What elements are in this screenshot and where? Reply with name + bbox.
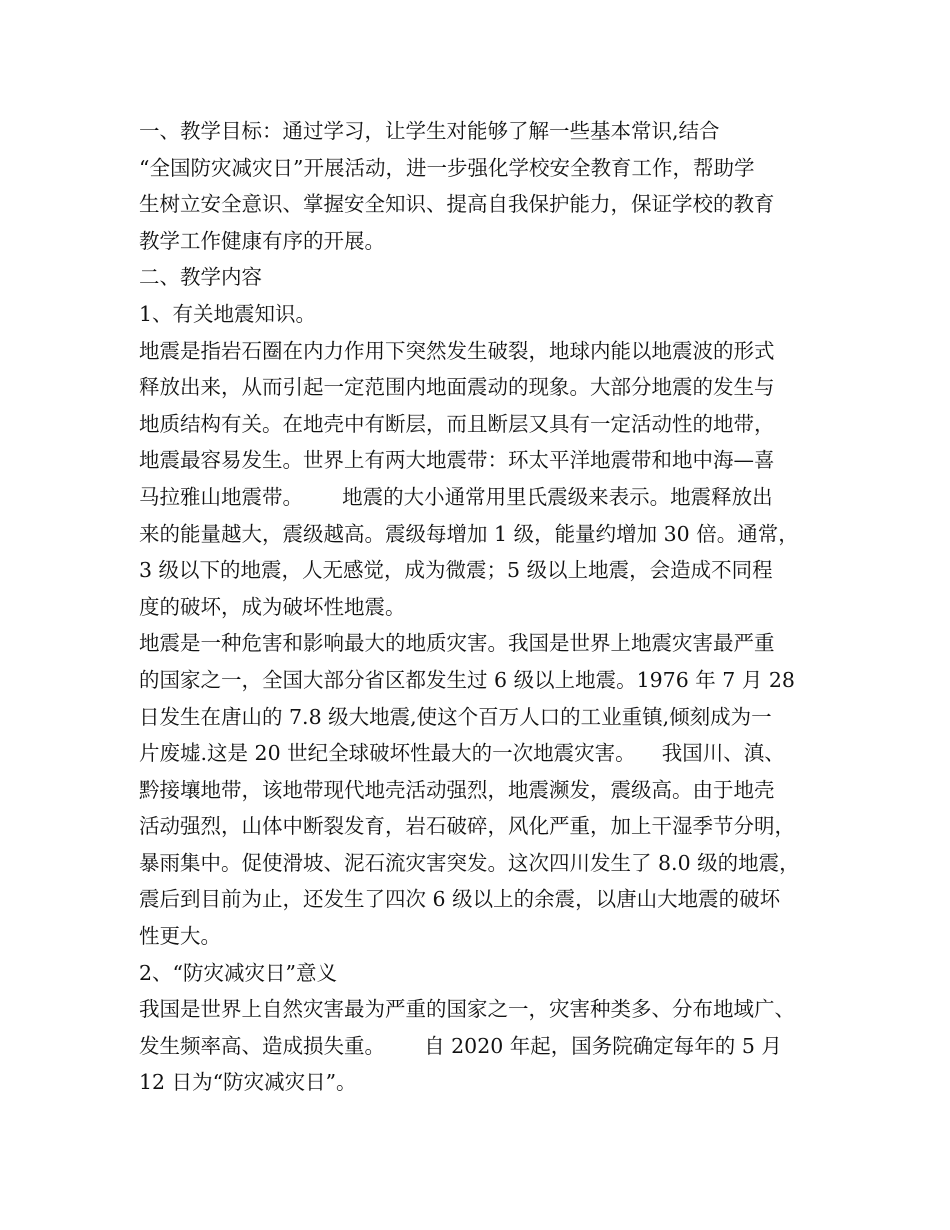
text-line: 暴雨集中。促使滑坡、泥石流灾害突发。这次四川发生了 8.0 级的地震， — [139, 850, 800, 875]
text-line: 生树立安全意识、掌握安全知识、提高自我保护能力，保证学校的教育 — [139, 192, 775, 217]
text-line: 地震最容易发生。世界上有两大地震带：环太平洋地震带和地中海—喜 — [139, 448, 775, 473]
text-line: 地震是指岩石圈在内力作用下突然发生破裂，地球内能以地震波的形式 — [139, 338, 775, 363]
text-line: 教学工作健康有序的开展。 — [139, 228, 385, 253]
subsection-heading: 1、有关地震知识。 — [139, 301, 317, 326]
text-line: 来的能量越大，震级越高。震级每增加 1 级，能量约增加 30 倍。通常， — [139, 521, 799, 546]
text-line: 马拉雅山地震带。 地震的大小通常用里氏震级来表示。地震释放出 — [139, 484, 773, 509]
text-line: 活动强烈，山体中断裂发育，岩石破碎，风化严重，加上干湿季节分明， — [139, 814, 795, 839]
text-line: 12 日为“防灾减灾日”。 — [139, 1070, 357, 1095]
text-line: 一、教学目标：通过学习，让学生对能够了解一些基本常识,结合 — [139, 119, 720, 143]
text-line: 释放出来，从而引起一定范围内地面震动的现象。大部分地震的发生与 — [139, 375, 775, 400]
text-line: “全国防灾减灾日”开展活动，进一步强化学校安全教育工作，帮助学 — [139, 155, 755, 180]
text-line: 地震是一种危害和影响最大的地质灾害。我国是世界上地震灾害最严重 — [139, 631, 775, 656]
text-line: 日发生在唐山的 7.8 级大地震,使这个百万人口的工业重镇,倾刻成为一 — [139, 704, 772, 729]
text-line: 地质结构有关。在地壳中有断层，而且断层又具有一定活动性的地带， — [139, 411, 775, 436]
section-heading: 二、教学内容 — [139, 265, 262, 290]
text-line: 发生频率高、造成损失重。 自 2020 年起，国务院确定每年的 5 月 — [139, 1033, 782, 1058]
text-line: 度的破坏，成为破坏性地震。 — [139, 594, 406, 619]
text-line: 我国是世界上自然灾害最为严重的国家之一，灾害种类多、分布地域广、 — [139, 997, 795, 1022]
text-line: 黔接壤地带，该地带现代地壳活动强烈，地震濒发，震级高。由于地壳 — [139, 777, 775, 802]
text-line: 性更大。 — [139, 924, 221, 949]
text-line: 片废墟.这是 20 世纪全球破坏性最大的一次地震灾害。 我国川、滇、 — [139, 741, 785, 766]
subsection-heading: 2、“防灾减灾日”意义 — [139, 960, 338, 985]
text-line: 震后到目前为止，还发生了四次 6 级以上的余震，以唐山大地震的破坏 — [139, 887, 781, 912]
document-body — [139, 113, 829, 1101]
text-line: 3 级以下的地震，人无感觉，成为微震；5 级以上地震，会造成不同程 — [139, 558, 773, 583]
text-line: 的国家之一，全国大部分省区都发生过 6 级以上地震。1976 年 7 月 28 — [139, 667, 795, 692]
